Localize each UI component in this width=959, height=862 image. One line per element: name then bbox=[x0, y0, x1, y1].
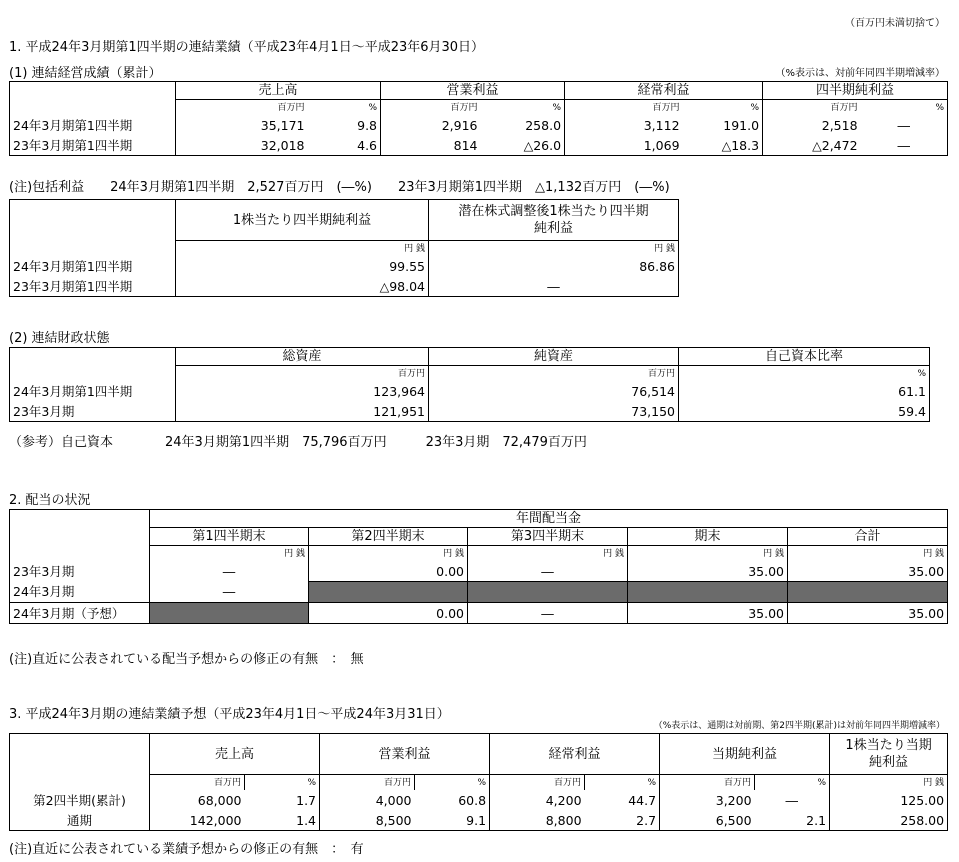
section3-title: 3. 平成24年3月期の連結業績予想（平成23年4月1日～平成24年3月31日） bbox=[9, 707, 450, 722]
row-label: 23年3月期 bbox=[10, 401, 176, 422]
cell-value: ― bbox=[861, 135, 948, 156]
unit-label: 円 銭 bbox=[468, 546, 628, 562]
unit-label: 百万円 bbox=[660, 775, 755, 791]
unit-label: % bbox=[679, 366, 930, 382]
cell-value: 44.7 bbox=[585, 790, 660, 810]
cell-value: ― bbox=[150, 582, 309, 603]
table-row bbox=[10, 603, 948, 624]
cell-value: △26.0 bbox=[481, 135, 565, 156]
unit-label: 円 銭 bbox=[150, 546, 309, 562]
results-header-net-income: 四半期純利益 bbox=[763, 82, 948, 100]
table-row bbox=[10, 135, 948, 156]
cell-value: 6,500 bbox=[660, 810, 755, 831]
cell-value: 121,951 bbox=[176, 401, 429, 422]
cell-value: ― bbox=[861, 115, 948, 135]
cell-value: 0.00 bbox=[309, 561, 468, 582]
table-row bbox=[10, 115, 948, 135]
cell-value: 73,150 bbox=[429, 401, 679, 422]
unit-label: 百万円 bbox=[490, 775, 585, 791]
forecast-corner bbox=[10, 734, 150, 775]
section3-note: （%表示は、通期は対前期、第2四半期(累計)は対前年同四半期増減率） bbox=[653, 721, 945, 731]
dividend-header-total: 合計 bbox=[788, 528, 948, 546]
cell-value: 9.1 bbox=[415, 810, 490, 831]
eps-header-basic: 1株当たり四半期純利益 bbox=[176, 200, 429, 241]
table-row bbox=[10, 256, 679, 276]
unit-label: 百万円 bbox=[176, 100, 308, 116]
eps-header-diluted-line2: 純利益 bbox=[533, 221, 573, 236]
cell-value: △98.04 bbox=[176, 276, 429, 297]
unit-label: 円 銭 bbox=[429, 241, 679, 257]
forecast-header-operating-income: 営業利益 bbox=[320, 734, 490, 775]
unit-label: 円 銭 bbox=[788, 546, 948, 562]
unit-label: 百万円 bbox=[429, 366, 679, 382]
section2-title: 2. 配当の状況 bbox=[9, 493, 91, 508]
cell-value: 35,171 bbox=[176, 115, 308, 135]
results-unit-blank bbox=[10, 100, 176, 116]
cell-value: ― bbox=[150, 561, 309, 582]
row-label: 24年3月期第1四半期 bbox=[10, 381, 176, 401]
cell-value: 59.4 bbox=[679, 401, 930, 422]
row-label: 24年3月期 bbox=[10, 582, 150, 603]
shaded-cell bbox=[628, 582, 788, 603]
cell-value: 2,518 bbox=[763, 115, 861, 135]
reference-equity-note: （参考）自己資本 24年3月期第1四半期 75,796百万円 23年3月期 72,479百万円 bbox=[9, 435, 587, 450]
row-label: 24年3月期第1四半期 bbox=[10, 115, 176, 135]
forecast-header-sales: 売上高 bbox=[150, 734, 320, 775]
table-row bbox=[10, 401, 930, 422]
unit-label: 百万円 bbox=[565, 100, 683, 116]
cell-value: 32,018 bbox=[176, 135, 308, 156]
cell-value: 142,000 bbox=[150, 810, 245, 831]
results-header-operating-income: 営業利益 bbox=[381, 82, 565, 100]
cell-value: 1.4 bbox=[245, 810, 320, 831]
unit-label: 円 銭 bbox=[830, 775, 948, 791]
cell-value: 258.00 bbox=[830, 810, 948, 831]
eps-corner bbox=[10, 200, 176, 241]
cell-value: ― bbox=[468, 561, 628, 582]
forecast-revision-note: (注)直近に公表されている業績予想からの修正の有無 ： 有 bbox=[9, 842, 364, 857]
unit-label: 円 銭 bbox=[176, 241, 429, 257]
section1-1-title: (1) 連結経営成績（累計） bbox=[9, 66, 162, 81]
forecast-header-net-income: 当期純利益 bbox=[660, 734, 830, 775]
cell-value: 123,964 bbox=[176, 381, 429, 401]
cell-value: 35.00 bbox=[628, 561, 788, 582]
forecast-header-eps-line1: 1株当たり当期 bbox=[845, 738, 932, 753]
dividend-corner bbox=[10, 510, 150, 528]
table-row bbox=[10, 810, 948, 831]
cell-value: 68,000 bbox=[150, 790, 245, 810]
table-row bbox=[10, 582, 948, 603]
eps-header-diluted bbox=[429, 200, 679, 241]
unit-label: % bbox=[245, 775, 320, 791]
row-label: 24年3月期（予想） bbox=[10, 603, 150, 624]
unit-label: % bbox=[308, 100, 381, 116]
cell-value: 1.7 bbox=[245, 790, 320, 810]
unit-label: % bbox=[683, 100, 763, 116]
row-label: 第2四半期(累計) bbox=[10, 790, 150, 810]
unit-label: 円 銭 bbox=[628, 546, 788, 562]
cell-value: △18.3 bbox=[683, 135, 763, 156]
dividend-header-q3: 第3四半期末 bbox=[468, 528, 628, 546]
cell-value: 3,200 bbox=[660, 790, 755, 810]
unit-note: （百万円未満切捨て） bbox=[845, 18, 945, 29]
cell-value: 76,514 bbox=[429, 381, 679, 401]
section1-1-note: （%表示は、対前年同四半期増減率） bbox=[775, 68, 945, 79]
table-row bbox=[10, 276, 679, 297]
cell-value: 35.00 bbox=[628, 603, 788, 624]
row-label: 通期 bbox=[10, 810, 150, 831]
cell-value: △2,472 bbox=[763, 135, 861, 156]
shaded-cell bbox=[150, 603, 309, 624]
eps-unit-blank bbox=[10, 241, 176, 257]
cell-value: 60.8 bbox=[415, 790, 490, 810]
comprehensive-income-note: (注)包括利益 24年3月期第1四半期 2,527百万円 (―%) 23年3月期第1四半期 △1,132百万円 (―%) bbox=[9, 180, 670, 195]
table-row bbox=[10, 790, 948, 810]
forecast-table bbox=[9, 733, 948, 831]
dividend-unit-blank bbox=[10, 546, 150, 562]
shaded-cell bbox=[788, 582, 948, 603]
dividend-table bbox=[9, 509, 948, 624]
cell-value: 0.00 bbox=[309, 603, 468, 624]
cell-value: 4,000 bbox=[320, 790, 415, 810]
cell-value: 61.1 bbox=[679, 381, 930, 401]
cell-value: 35.00 bbox=[788, 603, 948, 624]
forecast-header-eps-line2: 純利益 bbox=[869, 755, 909, 770]
results-header-sales: 売上高 bbox=[176, 82, 381, 100]
cell-value: 86.86 bbox=[429, 256, 679, 276]
dividend-header-year-end: 期末 bbox=[628, 528, 788, 546]
cell-value: ― bbox=[755, 790, 830, 810]
unit-label: % bbox=[415, 775, 490, 791]
shaded-cell bbox=[309, 582, 468, 603]
cell-value: 99.55 bbox=[176, 256, 429, 276]
dividend-revision-note: (注)直近に公表されている配当予想からの修正の有無 ： 無 bbox=[9, 652, 364, 667]
cell-value: 8,800 bbox=[490, 810, 585, 831]
cell-value: ― bbox=[468, 603, 628, 624]
cell-value: 4.6 bbox=[308, 135, 381, 156]
unit-label: % bbox=[861, 100, 948, 116]
position-corner bbox=[10, 348, 176, 366]
position-header-total-assets: 総資産 bbox=[176, 348, 429, 366]
dividend-corner-2 bbox=[10, 528, 150, 546]
forecast-unit-blank bbox=[10, 775, 150, 791]
cell-value: 1,069 bbox=[565, 135, 683, 156]
cell-value: 814 bbox=[381, 135, 481, 156]
dividend-group-header: 年間配当金 bbox=[150, 510, 948, 528]
cell-value: 35.00 bbox=[788, 561, 948, 582]
cell-value: 3,112 bbox=[565, 115, 683, 135]
position-header-equity-ratio: 自己資本比率 bbox=[679, 348, 930, 366]
unit-label: % bbox=[481, 100, 565, 116]
row-label: 23年3月期第1四半期 bbox=[10, 135, 176, 156]
row-label: 23年3月期第1四半期 bbox=[10, 276, 176, 297]
unit-label: % bbox=[755, 775, 830, 791]
cell-value: 2.7 bbox=[585, 810, 660, 831]
unit-label: 百万円 bbox=[763, 100, 861, 116]
results-header-ordinary-income: 経常利益 bbox=[565, 82, 763, 100]
row-label: 24年3月期第1四半期 bbox=[10, 256, 176, 276]
shaded-cell bbox=[468, 582, 628, 603]
section1-title: 1. 平成24年3月期第1四半期の連結業績（平成23年4月1日～平成23年6月30日） bbox=[9, 40, 485, 55]
cell-value: 191.0 bbox=[683, 115, 763, 135]
cell-value: 2,916 bbox=[381, 115, 481, 135]
results-corner bbox=[10, 82, 176, 100]
eps-header-diluted-line1: 潜在株式調整後1株当たり四半期 bbox=[458, 204, 649, 219]
cell-value: 2.1 bbox=[755, 810, 830, 831]
unit-label: 円 銭 bbox=[309, 546, 468, 562]
unit-label: 百万円 bbox=[381, 100, 481, 116]
cell-value: 4,200 bbox=[490, 790, 585, 810]
position-unit-blank bbox=[10, 366, 176, 382]
cell-value: 8,500 bbox=[320, 810, 415, 831]
section1-2-title: (2) 連結財政状態 bbox=[9, 331, 110, 346]
dividend-header-q1: 第1四半期末 bbox=[150, 528, 309, 546]
position-header-net-assets: 純資産 bbox=[429, 348, 679, 366]
unit-label: % bbox=[585, 775, 660, 791]
cell-value: 125.00 bbox=[830, 790, 948, 810]
unit-label: 百万円 bbox=[150, 775, 245, 791]
table-row bbox=[10, 381, 930, 401]
dividend-header-q2: 第2四半期末 bbox=[309, 528, 468, 546]
cell-value: ― bbox=[429, 276, 679, 297]
forecast-header-eps bbox=[830, 734, 948, 775]
unit-label: 百万円 bbox=[320, 775, 415, 791]
table-row bbox=[10, 561, 948, 582]
eps-table bbox=[9, 199, 679, 297]
cell-value: 9.8 bbox=[308, 115, 381, 135]
forecast-header-ordinary-income: 経常利益 bbox=[490, 734, 660, 775]
cell-value: 258.0 bbox=[481, 115, 565, 135]
row-label: 23年3月期 bbox=[10, 561, 150, 582]
unit-label: 百万円 bbox=[176, 366, 429, 382]
results-table bbox=[9, 81, 948, 156]
position-table bbox=[9, 347, 930, 422]
